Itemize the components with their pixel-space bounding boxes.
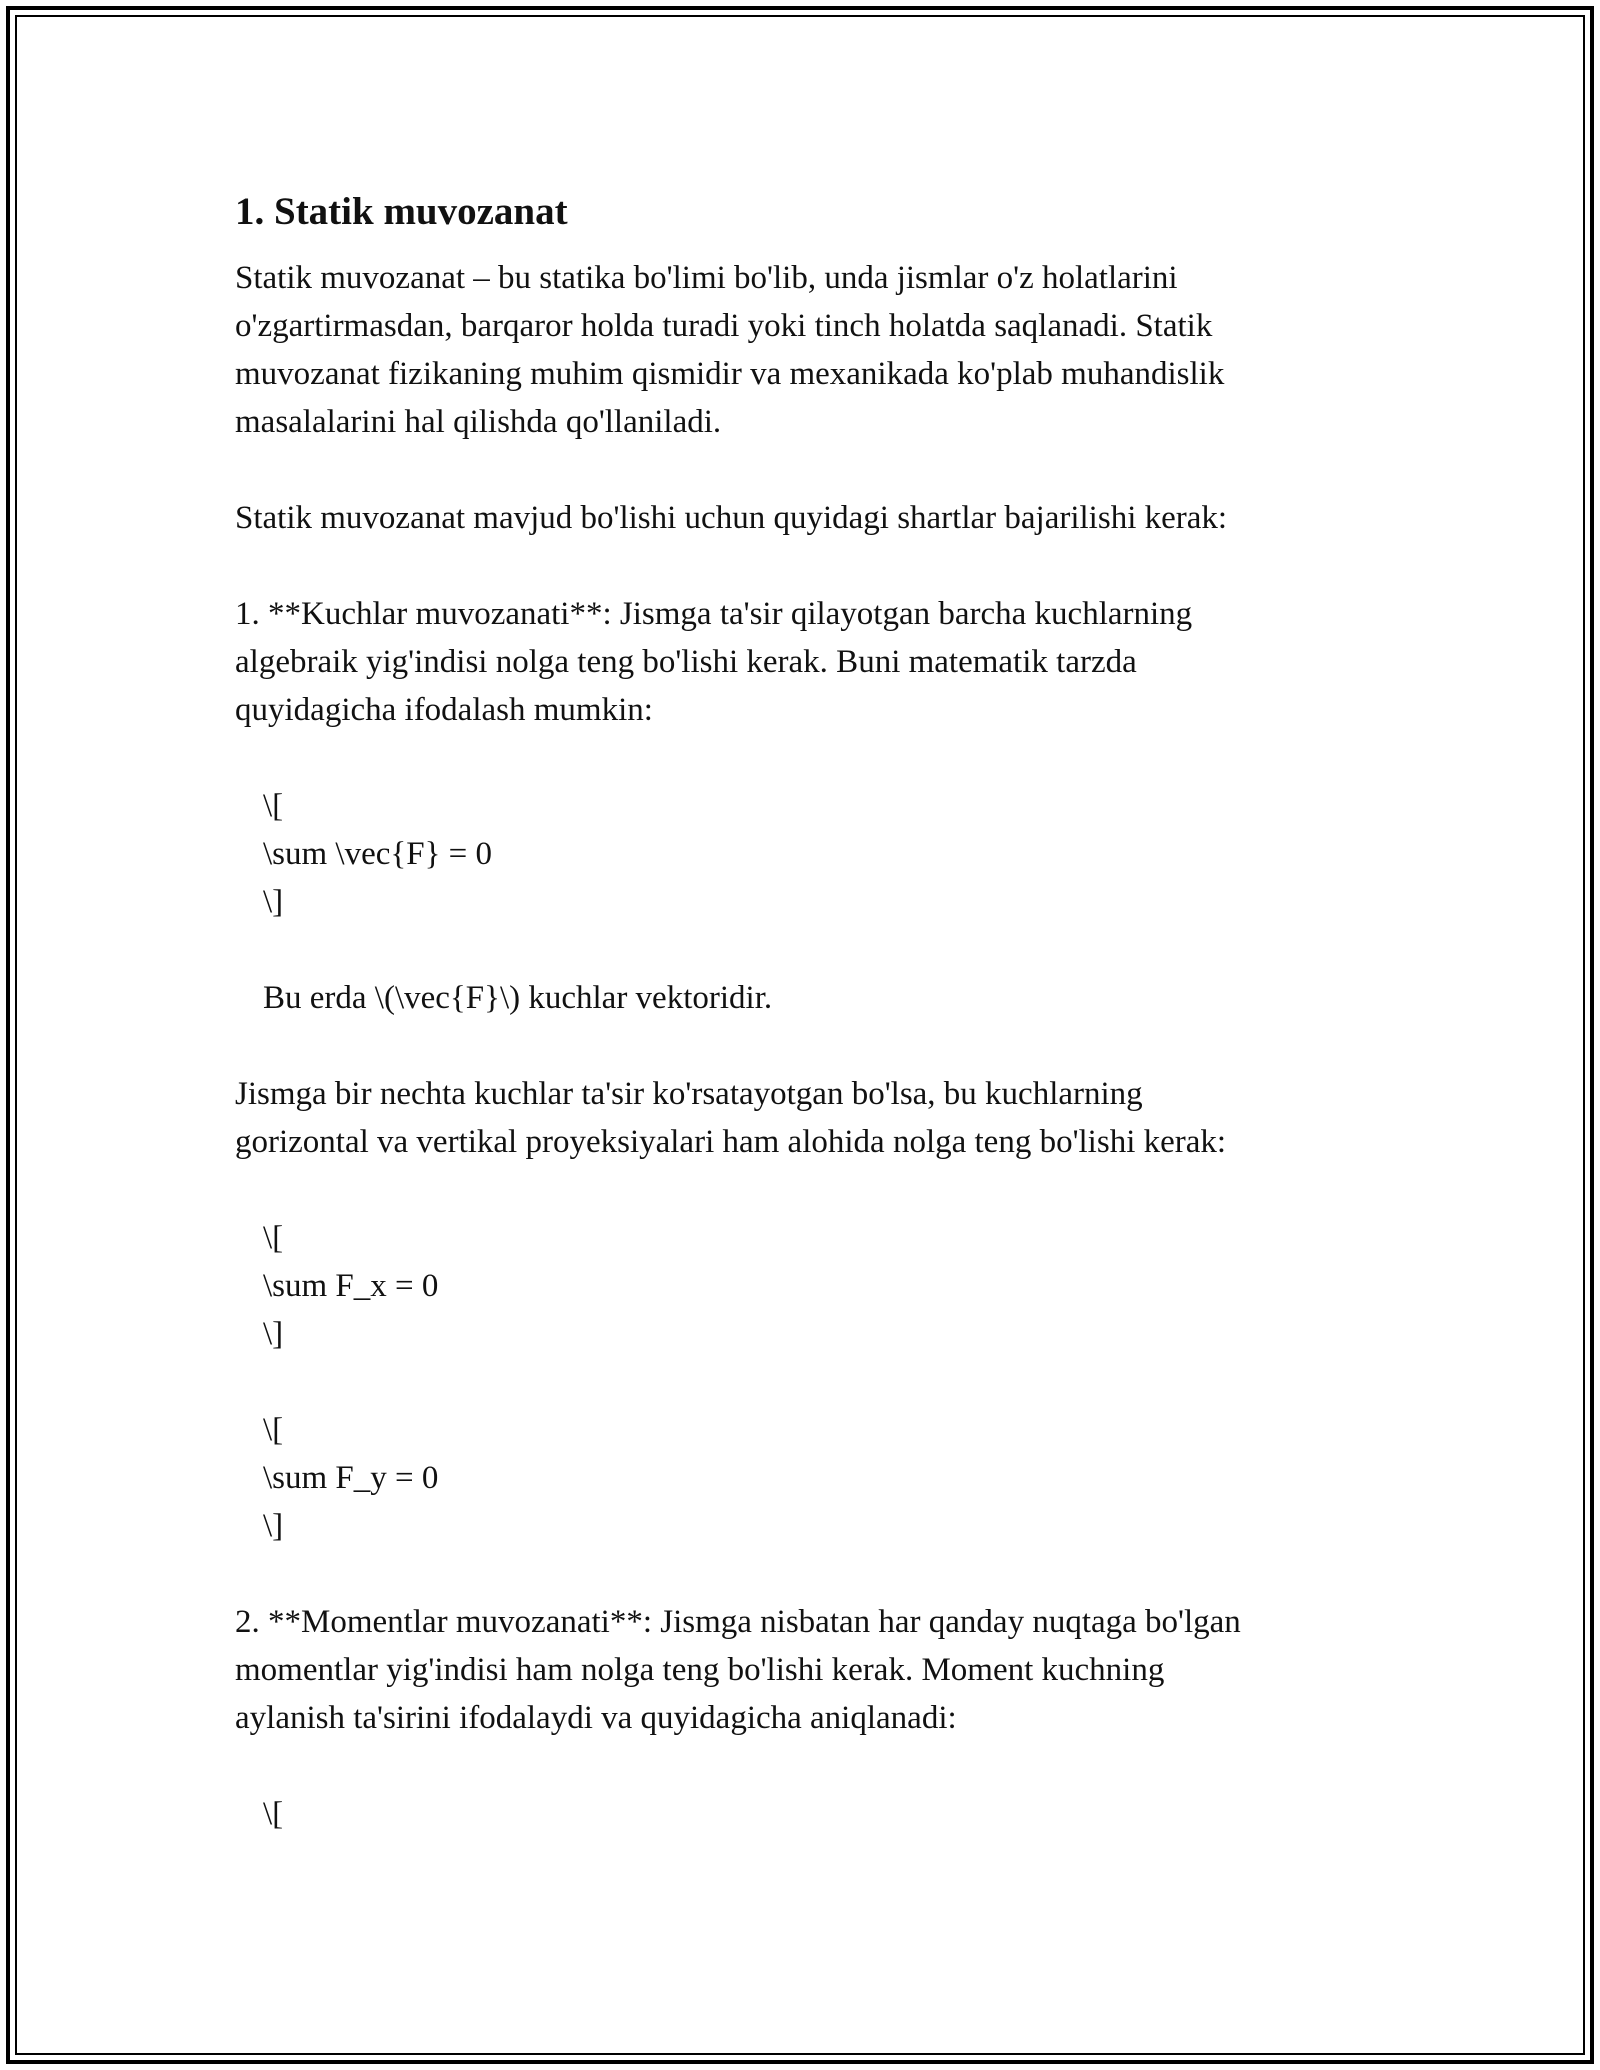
section-heading: 1. Statik muvozanat [235, 190, 568, 233]
text-line: algebraik yig'indisi nolga teng bo'lishi kerak. Buni matematik tarzda [235, 644, 1137, 680]
text-line: \sum F_y = 0 [263, 1460, 439, 1496]
formula-block [235, 782, 1365, 926]
paragraph [235, 254, 1365, 446]
formula-block [235, 974, 1365, 1022]
paragraph [235, 590, 1365, 734]
text-line: \[ [263, 1412, 284, 1448]
text-line: aylanish ta'sirini ifodalaydi va quyidagicha aniqlanadi: [235, 1700, 957, 1736]
text-line: \] [263, 1508, 284, 1544]
text-line: \sum \vec{F} = 0 [263, 836, 493, 872]
formula-block [235, 1214, 1365, 1358]
text-line: masalalarini hal qilishda qo'llaniladi. [235, 404, 722, 440]
text-line: muvozanat fizikaning muhim qismidir va mexanikada ko'plab muhandislik [235, 356, 1225, 392]
text-line: \[ [263, 1220, 284, 1256]
text-line: momentlar yig'indisi ham nolga teng bo'lishi kerak. Moment kuchning [235, 1652, 1165, 1688]
document-body [235, 180, 1365, 1838]
text-line: gorizontal va vertikal proyeksiyalari ham alohida nolga teng bo'lishi kerak: [235, 1124, 1227, 1160]
text-line: \sum F_x = 0 [263, 1268, 439, 1304]
paragraph-container [235, 254, 1365, 1838]
text-line: quyidagicha ifodalash mumkin: [235, 692, 653, 728]
text-line: o'zgartirmasdan, barqaror holda turadi yoki tinch holatda saqlanadi. Statik [235, 308, 1213, 344]
text-line: 1. **Kuchlar muvozanati**: Jismga ta'sir qilayotgan barcha kuchlarning [235, 596, 1193, 632]
paragraph [235, 1070, 1365, 1166]
text-line: Jismga bir nechta kuchlar ta'sir ko'rsatayotgan bo'lsa, bu kuchlarning [235, 1076, 1143, 1112]
text-line: 2. **Momentlar muvozanati**: Jismga nisbatan har qanday nuqtaga bo'lgan [235, 1604, 1241, 1640]
formula-block [235, 1790, 1365, 1838]
formula-block [235, 1406, 1365, 1550]
text-line: \[ [263, 1796, 284, 1832]
text-line: \[ [263, 788, 284, 824]
paragraph [235, 1598, 1365, 1742]
text-line: Statik muvozanat – bu statika bo'limi bo'lib, unda jismlar o'z holatlarini [235, 260, 1178, 296]
text-line: Bu erda \(\vec{F}\) kuchlar vektoridir. [263, 980, 773, 1016]
text-line: Statik muvozanat mavjud bo'lishi uchun quyidagi shartlar bajarilishi kerak: [235, 500, 1228, 536]
paragraph [235, 494, 1365, 542]
text-line: \] [263, 884, 284, 920]
text-line: \] [263, 1316, 284, 1352]
